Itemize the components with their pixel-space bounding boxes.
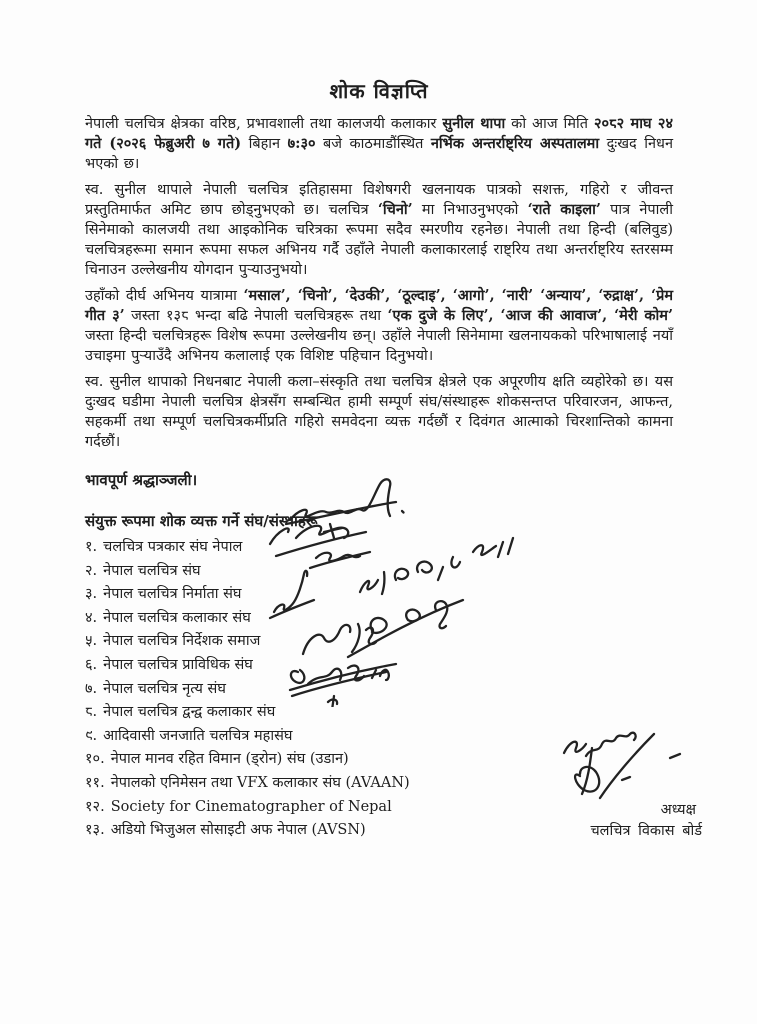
list-item-number: ९. xyxy=(85,727,98,744)
list-item-number: ८. xyxy=(85,704,98,721)
list-item-number: १२. xyxy=(85,798,105,815)
list-item xyxy=(85,536,673,560)
list-item-label: नेपाल चलचित्र नृत्य संघ xyxy=(103,680,226,697)
list-item xyxy=(85,701,673,725)
closing-tribute: भावपूर्ण श्रद्धाञ्जली। xyxy=(85,471,198,489)
signoff-block xyxy=(522,728,702,842)
list-item-label: नेपाल चलचित्र संघ xyxy=(103,562,201,579)
paragraph-filmography: उहाँको दीर्घ अभिनय यात्रामा ‘मसाल’, ‘चिनो’, ‘देउकी’, ‘ठूल्दाइ’, ‘आगो’, ‘नारी’ ‘अन्याय’, ‘रुद्राक्ष’, ‘प्रेम गीत ३’ जस्ता १३८ भन्दा बढि नेपाली चलचित्रहरू तथा ‘एक दुजे के लिए’, ‘आज की आवाज’, ‘मेरी कोम’ जस्ता हिन्दी चलचित्रहरू विशेष रूपमा उल्लेखनीय छन्। उहाँले नेपाली सिनेमामा खलनायकको परिभाषालाई नयाँ उचाइमा पुर्‍याउँदै अभिनय कलालाई एक विशिष्ट पहिचान दिनुभयो। xyxy=(85,287,673,364)
paragraph-condolence: स्व. सुनील थापाको निधनबाट नेपाली कला–संस्कृति तथा चलचित्र क्षेत्रले एक अपूरणीय क्षति व्यहोरेको छ। यस दुःखद घडीमा नेपाली चलचित्र क्षेत्रसँग सम्बन्धित हामी सम्पूर्ण संघ/संस्थाहरू शोकसन्तप्त परिवारजन, आफन्त, सहकर्मी तथा सम्पूर्ण चलचित्रकर्मीप्रति गहिरो समवेदना व्यक्त गर्दछौं र दिवंगत आत्माको चिरशान्तिको कामना गर्दछौं। xyxy=(85,374,673,450)
list-item xyxy=(85,678,673,702)
list-item-label: चलचित्र पत्रकार संघ नेपाल xyxy=(103,539,243,555)
list-item xyxy=(85,583,673,607)
list-item-label: आदिवासी जनजाति चलचित्र महासंघ xyxy=(103,727,293,744)
list-item xyxy=(85,630,673,654)
paragraph-death-announcement: नेपाली चलचित्र क्षेत्रका वरिष्ठ, प्रभावशाली तथा कालजयी कलाकार सुनील थापा को आज मिति २०८२ माघ २४ गते (२०२६ फेब्रुअरी ७ गते) बिहान ७:३० बजे काठमाडौंस्थित नर्भिक अन्तर्राष्ट्रिय अस्पतालमा दुःखद निधन भएको छ। xyxy=(85,115,673,172)
list-item-number: ११. xyxy=(85,774,105,791)
list-item-label: नेपालको एनिमेसन तथा VFX कलाकार संघ (AVAAN) xyxy=(110,774,410,791)
list-item-label: Society for Cinematographer of Nepal xyxy=(110,798,392,815)
list-item-number: १. xyxy=(85,539,98,555)
list-item-number: १०. xyxy=(85,751,105,768)
list-item-label: नेपाल चलचित्र प्राविधिक संघ xyxy=(103,656,253,673)
list-item-number: ४. xyxy=(85,609,98,626)
list-item-label: नेपाल मानव रहित विमान (ड्रोन) संघ (उडान) xyxy=(110,751,349,768)
list-item-label: नेपाल चलचित्र निर्देशक समाज xyxy=(103,633,261,650)
list-item-number: ५. xyxy=(85,633,98,650)
paragraph-career-legacy: स्व. सुनील थापाले नेपाली चलचित्र इतिहासमा विशेषगरी खलनायक पात्रको सशक्त, गहिरो र जीवन्त प्रस्तुतिमार्फत अमिट छाप छोड्नुभएको छ। चलचित्र ‘चिनो’ मा निभाउनुभएको ‘राते काइला’ पात्र नेपाली सिनेमाको कालजयी तथा आइकोनिक चरित्रका रूपमा सदैव स्मरणीय रहनेछ। नेपाली तथा हिन्दी (बलिवुड) चलचित्रहरूमा समान रूपमा सफल अभिनय गर्दै उहाँले नेपाली कलाकारलाई राष्ट्रिय तथा अन्तर्राष्ट्रिय स्तरसम्म चिनाउन उल्लेखनीय योगदान पुर्‍याउनुभयो। xyxy=(85,182,673,278)
list-item-number: २. xyxy=(85,562,98,579)
signoff-title: अध्यक्ष xyxy=(660,802,696,818)
list-item-number: ६. xyxy=(85,656,98,673)
list-item-label: अडियो भिजुअल सोसाइटी अफ नेपाल (AVSN) xyxy=(110,822,366,839)
page-title: शोक विज्ञप्ति xyxy=(329,79,429,103)
list-item xyxy=(85,654,673,678)
chairman-signature-image xyxy=(552,728,702,806)
organizations-heading: संयुक्त रूपमा शोक व्यक्त गर्ने संघ/संस्थाहरू xyxy=(85,512,318,530)
list-item-label: नेपाल चलचित्र द्वन्द्व कलाकार संघ xyxy=(103,704,276,721)
list-item-label: नेपाल चलचित्र निर्माता संघ xyxy=(103,586,242,603)
list-item xyxy=(85,607,673,631)
list-item-number: ७. xyxy=(85,680,98,697)
document-content xyxy=(85,0,673,843)
list-item-label: नेपाल चलचित्र कलाकार संघ xyxy=(103,609,251,626)
list-item-number: १३. xyxy=(85,822,105,839)
signoff-organization: चलचित्र विकास बोर्ड xyxy=(590,823,702,839)
list-item-number: ३. xyxy=(85,586,98,603)
list-item xyxy=(85,560,673,584)
